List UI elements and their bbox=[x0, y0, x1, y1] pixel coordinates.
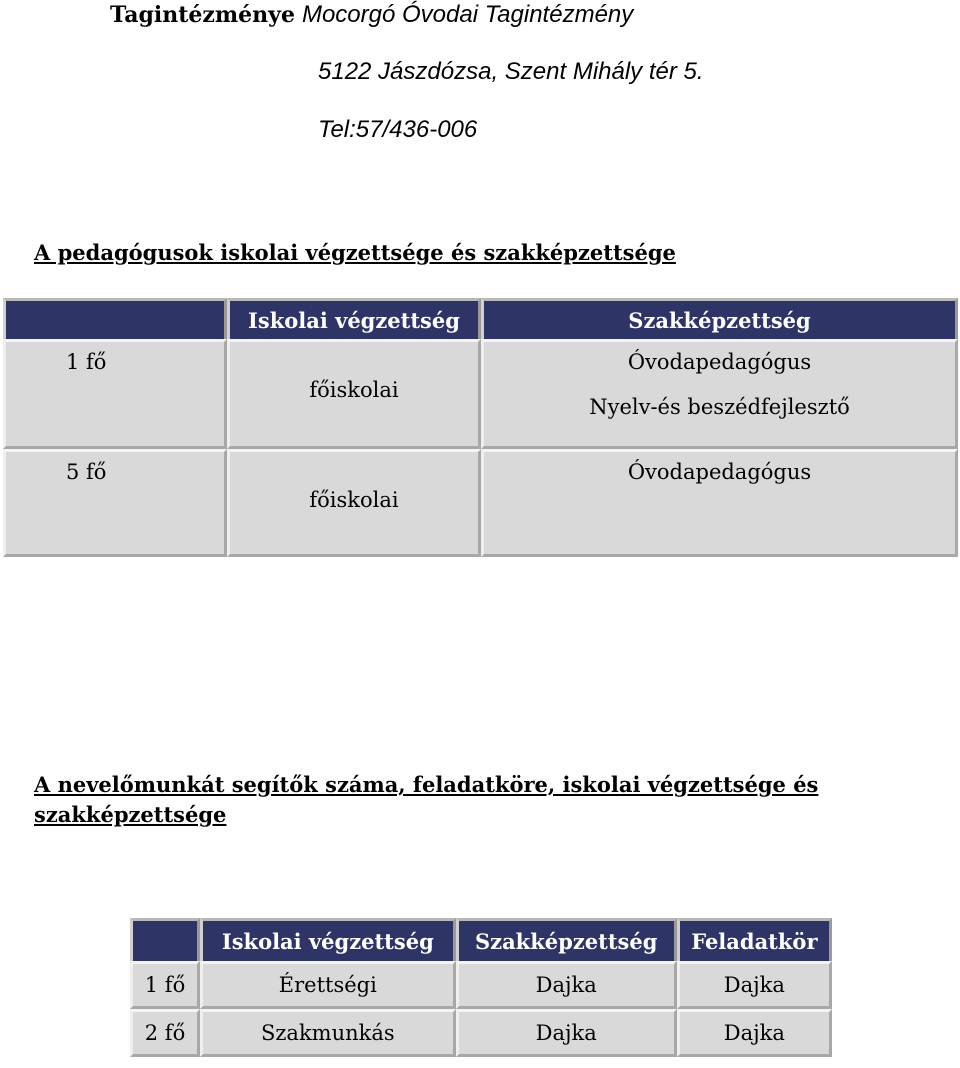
role-cell: Dajka bbox=[677, 1009, 832, 1057]
qualification-cell: Dajka bbox=[456, 1009, 677, 1057]
count-cell: 5 fő bbox=[3, 449, 227, 557]
qualification-cell: Dajka bbox=[456, 961, 677, 1009]
qualification-cell bbox=[481, 449, 958, 557]
institution-name: Mocorgó Óvodai Tagintézmény bbox=[301, 1, 634, 28]
teachers-table bbox=[3, 298, 958, 557]
qualification-cell bbox=[481, 339, 958, 449]
phone: Tel:57/436-006 bbox=[318, 116, 478, 143]
table-header-row bbox=[3, 298, 958, 339]
count-cell: 1 fő bbox=[3, 339, 227, 449]
table-row bbox=[130, 961, 832, 1009]
count-cell: 2 fő bbox=[130, 1009, 200, 1057]
school-cell: Érettségi bbox=[200, 961, 456, 1009]
table-header-row bbox=[130, 918, 832, 961]
table-row bbox=[3, 339, 958, 449]
header-cell-role: Feladatkör bbox=[677, 918, 832, 961]
table-row bbox=[130, 1009, 832, 1057]
qualification-line: Óvodapedagógus bbox=[627, 460, 812, 484]
qualification-line: Óvodapedagógus bbox=[627, 350, 812, 374]
header-cell-school: Iskolai végzettség bbox=[227, 298, 481, 339]
institution-line bbox=[110, 1, 633, 29]
header-cell-qualification: Szakképzettség bbox=[481, 298, 958, 339]
header-cell-empty bbox=[3, 298, 227, 339]
address: 5122 Jászdózsa, Szent Mihály tér 5. bbox=[318, 58, 704, 85]
qualification-line: Nyelv-és beszédfejlesztő bbox=[589, 395, 850, 419]
school-cell: Szakmunkás bbox=[200, 1009, 456, 1057]
table-row bbox=[3, 449, 958, 557]
section2-title: A nevelőmunkát segítők száma, feladatköre, iskolai végzettsége és szakképzettsége bbox=[34, 772, 819, 827]
school-cell: főiskolai bbox=[227, 339, 481, 449]
header-cell-empty bbox=[130, 918, 200, 961]
institution-label: Tagintézménye bbox=[110, 2, 295, 28]
header-cell-qualification: Szakképzettség bbox=[456, 918, 677, 961]
section1-title: A pedagógusok iskolai végzettsége és szakképzettsége bbox=[34, 240, 676, 265]
header-cell-school: Iskolai végzettség bbox=[200, 918, 456, 961]
role-cell: Dajka bbox=[677, 961, 832, 1009]
school-cell: főiskolai bbox=[227, 449, 481, 557]
assistants-table bbox=[130, 918, 832, 1057]
count-cell: 1 fő bbox=[130, 961, 200, 1009]
